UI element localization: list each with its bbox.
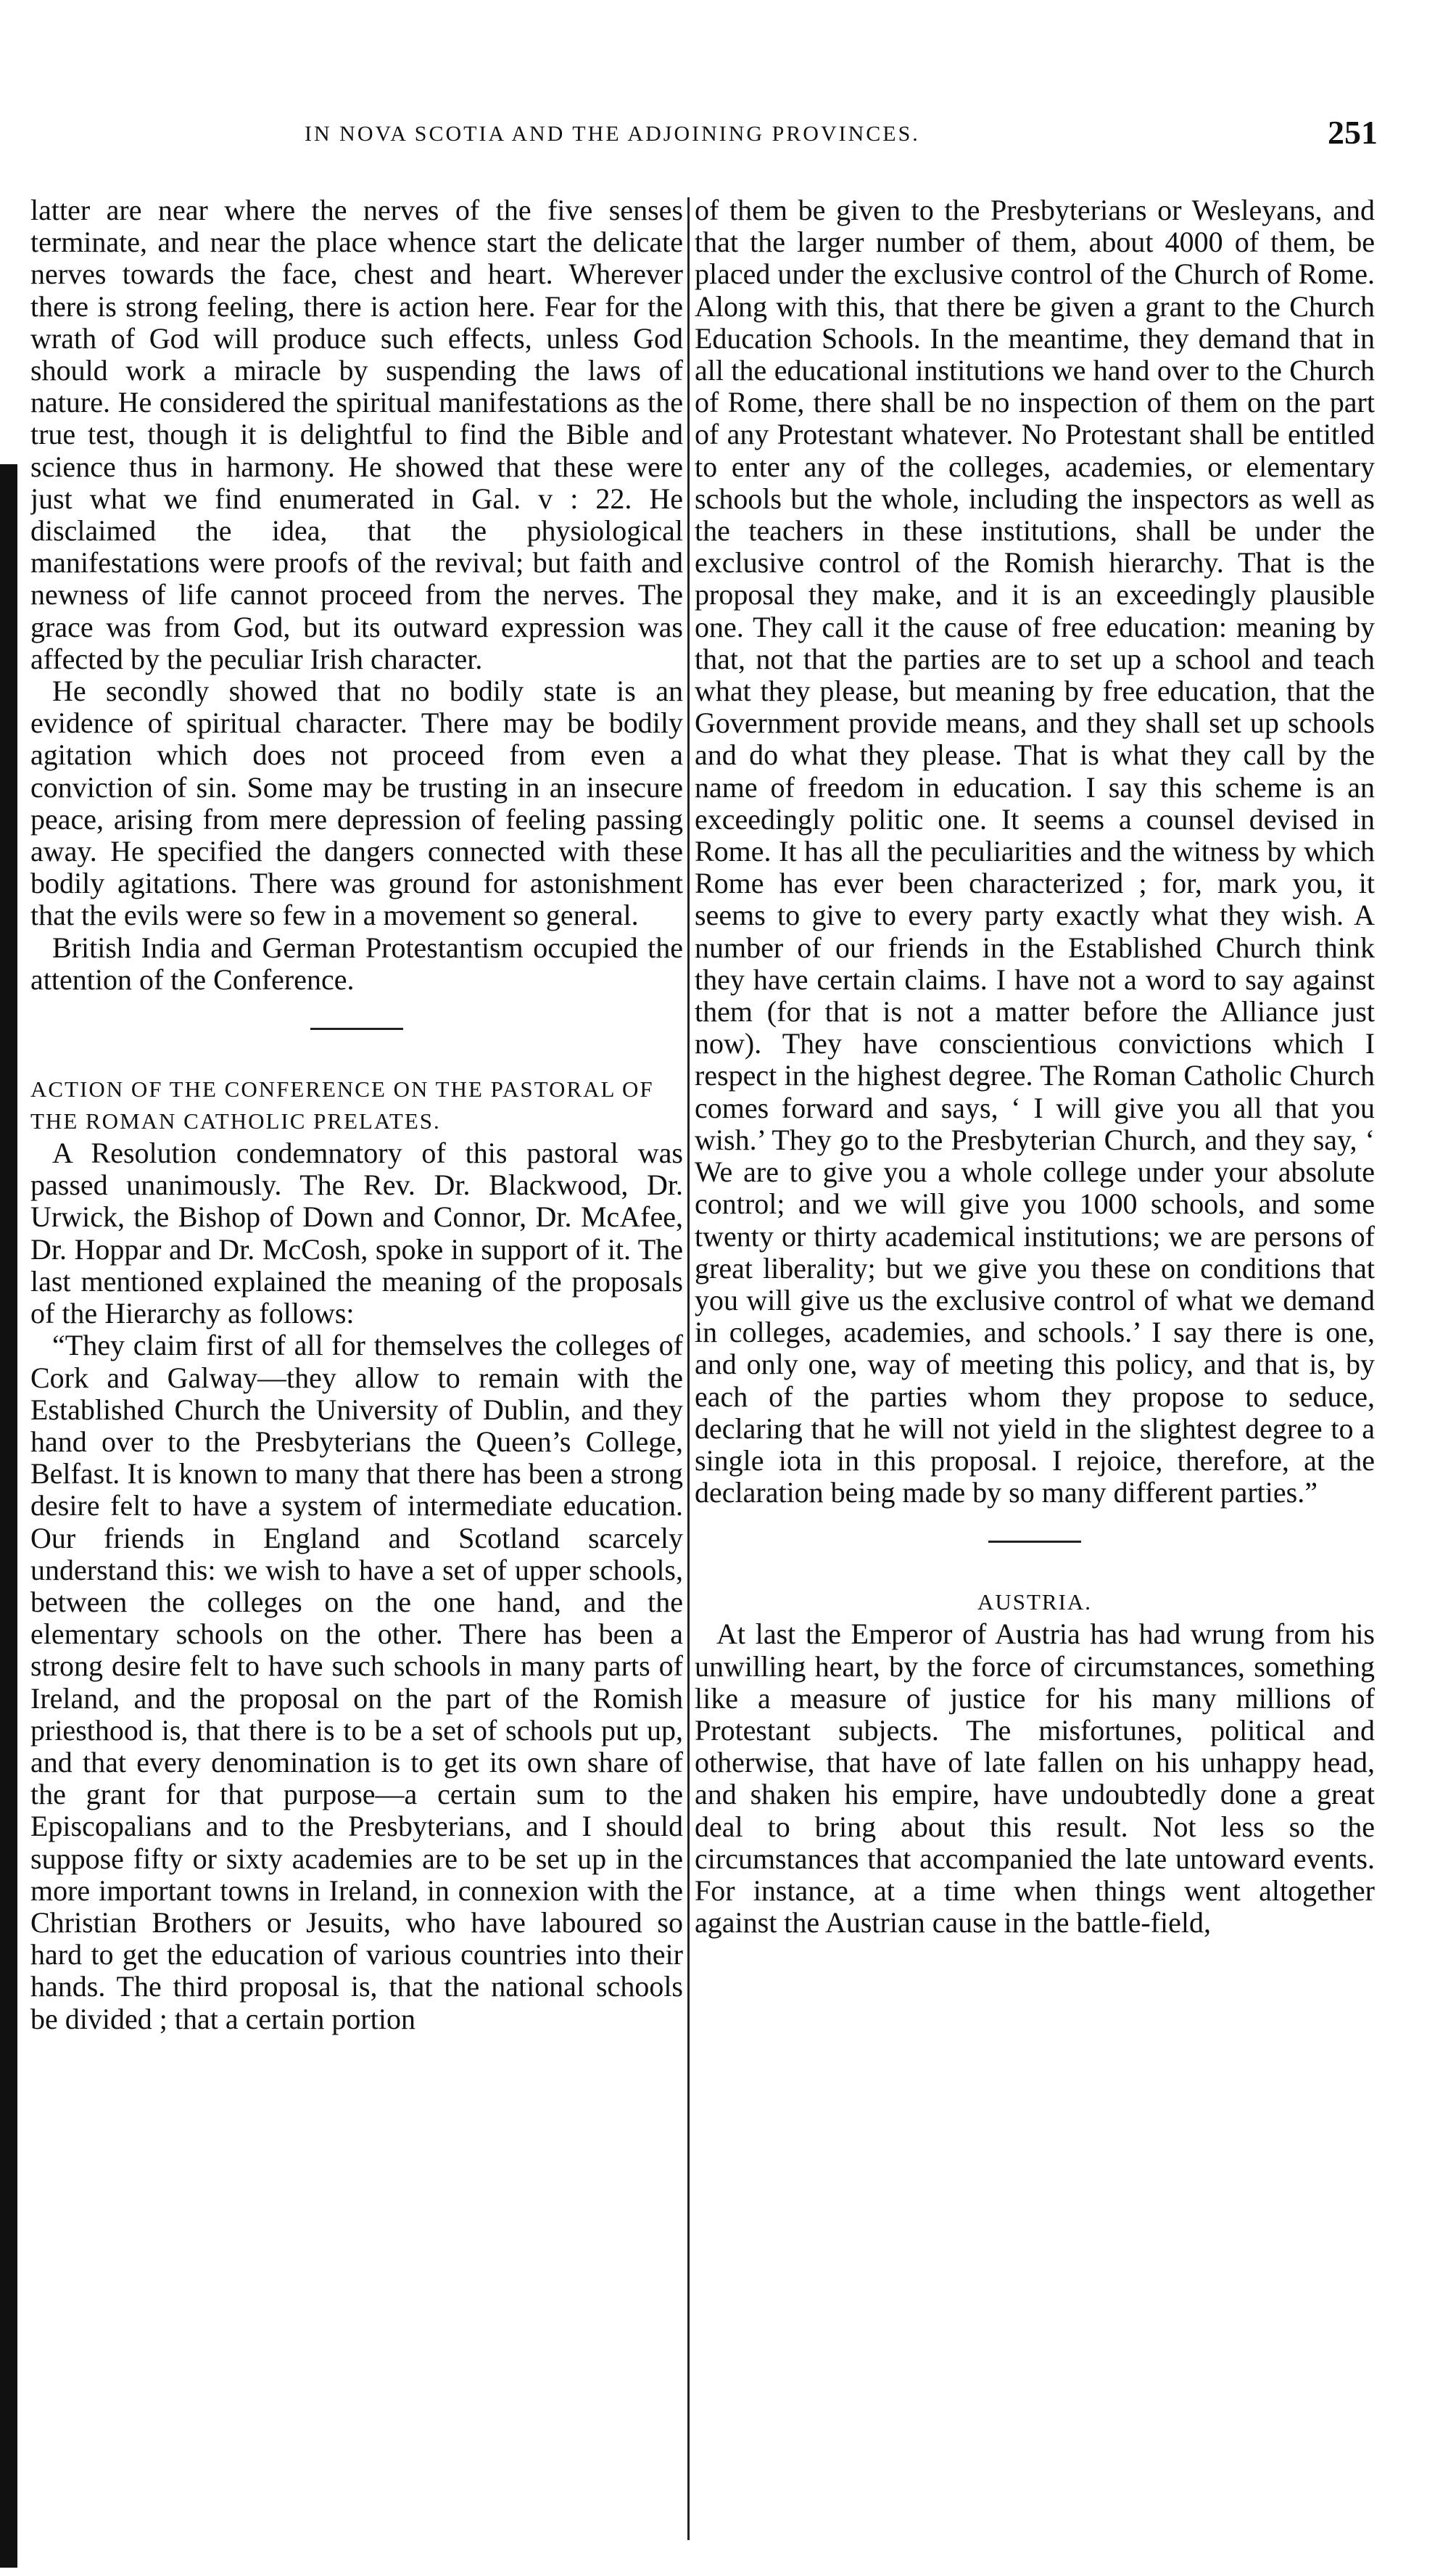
right-column: [695, 194, 1375, 2544]
running-head: IN NOVA SCOTIA AND THE ADJOINING PROVINCES.: [305, 122, 920, 146]
section-heading: ACTION OF THE CONFERENCE ON THE PASTORAL OF THE ROMAN CATHOLIC PRELATES.: [30, 1076, 654, 1134]
binding-shadow: [0, 464, 17, 2568]
paragraph: He secondly showed that no bodily state is an evidence of spiritual character. There may be bodily agitation which does not proceed from even a conviction of sin. Some may be trusting in an insecure peace, arising from mere depression of feeling passing away. He specified the dangers connected with these bodily agitations. There was ground for astonishment that the evils were so few in a movement so general.: [30, 675, 683, 932]
left-column: [30, 194, 683, 2544]
section-divider: [988, 1541, 1081, 1543]
paragraph: A Resolution condemnatory of this pastoral was passed unanimously. The Rev. Dr. Blackwood, Dr. Urwick, the Bishop of Down and Connor, Dr. McAfee, Dr. Hoppar and Dr. McCosh, spoke in support of it. The last mentioned explained the meaning of the proposals of the Hierarchy as follows:: [30, 1137, 683, 1330]
paragraph: At last the Emperor of Austria has had wrung from his unwilling heart, by the force of circumstances, something like a measure of justice for his many millions of Protestant subjects. The misfortunes, political and otherwise, that have of late fallen on his unhappy head, and shaken his empire, have undoubtedly done a great deal to bring about this result. Not less so the circumstances that accompanied the late untoward events. For instance, at a time when things went altogether against the Austrian cause in the battle-field,: [695, 1617, 1375, 1940]
paragraph: latter are near where the nerves of the five senses terminate, and near the place whence start the delicate nerves towards the face, chest and heart. Wherever there is strong feeling, there is action here. Fear for the wrath of God will produce such effects, unless God should work a miracle by suspending the laws of nature. He considered the spiritual manifestations as the true test, though it is delightful to find the Bible and science thus in harmony. He showed that these were just what we find enumerated in Gal. v : 22. He disclaimed the idea, that the physiological manifestations were proofs of the revival; but faith and newness of life cannot proceed from the nerves. The grace was from God, but its outward expression was affected by the peculiar Irish character.: [30, 194, 683, 675]
paragraph: British India and German Protestantism occupied the attention of the Conference.: [30, 931, 683, 996]
section-heading: AUSTRIA.: [977, 1589, 1093, 1615]
page-header: [305, 109, 1378, 160]
paragraph: of them be given to the Presbyterians or Wesleyans, and that the larger number of them, about 4000 of them, be placed under the exclusive control of the Church of Rome. Along with this, that there be given a grant to the Church Education Schools. In the meantime, they demand that in all the educational institutions we hand over to the Church of Rome, there shall be no inspection of them on the part of any Protestant whatever. No Protestant shall be entitled to enter any of the colleges, academies, or elementary schools but the whole, including the inspectors as well as the teachers in these institutions, shall be under the exclusive control of the Romish hierarchy. That is the proposal they make, and it is an exceedingly plausible one. They call it the cause of free education: meaning by that, not that the parties are to set up a school and teach what they please, but meaning by free education, that the Government provide means, and they shall set up schools and do what they please. That is what they call by the name of freedom in education. I say this scheme is an exceedingly politic one. It seems a counsel devised in Rome. It has all the peculiarities and the witness by which Rome has ever been characterized ; for, mark you, it seems to give to every party exactly what they wish. A number of our friends in the Established Church think they have certain claims. I have not a word to say against them (for that is not a matter before the Alliance just now). They have conscientious convictions which I respect in the highest degree. The Roman Catholic Church comes forward and says, ‘ I will give you all that you wish.’ They go to the Presbyterian Church, and they say, ‘ We are to give you a whole college under your absolute control; and we will give you 1000 schools, and some twenty or thirty academical institutions; we are persons of great liberality; but we give you these on conditions that you will give us the exclusive control of what we demand in colleges, academies, and schools.’ I say there is one, and only one, way of meeting this policy, and that is, by each of the parties whom they propose to seduce, declaring that he will not yield in the slightest degree to a single iota in this proposal. I rejoice, therefore, at the declaration being made by so many different parties.”: [695, 194, 1375, 1509]
section-divider: [310, 1028, 403, 1030]
column-rule: [687, 197, 690, 2540]
paragraph: “They claim first of all for themselves the colleges of Cork and Galway—they allow to remain with the Established Church the University of Dublin, and they hand over to the Presbyterians the Queen’s College, Belfast. It is known to many that there has been a strong desire felt to have a system of intermediate education. Our friends in England and Scotland scarcely understand this: we wish to have a set of upper schools, between the colleges on the one hand, and the elementary schools on the other. There has been a strong desire felt to have such schools in many parts of Ireland, and the proposal on the part of the Romish priesthood is, that there is to be a set of schools put up, and that every denomination is to get its own share of the grant for that purpose—a certain sum to the Episcopalians and to the Presbyterians, and I should suppose fifty or sixty academies are to be set up in the more important towns in Ireland, in connexion with the Christian Brothers or Jesuits, who have laboured so hard to get the education of various countries into their hands. The third proposal is, that the national schools be divided ; that a certain portion: [30, 1329, 683, 2035]
page-number: 251: [1328, 114, 1378, 151]
